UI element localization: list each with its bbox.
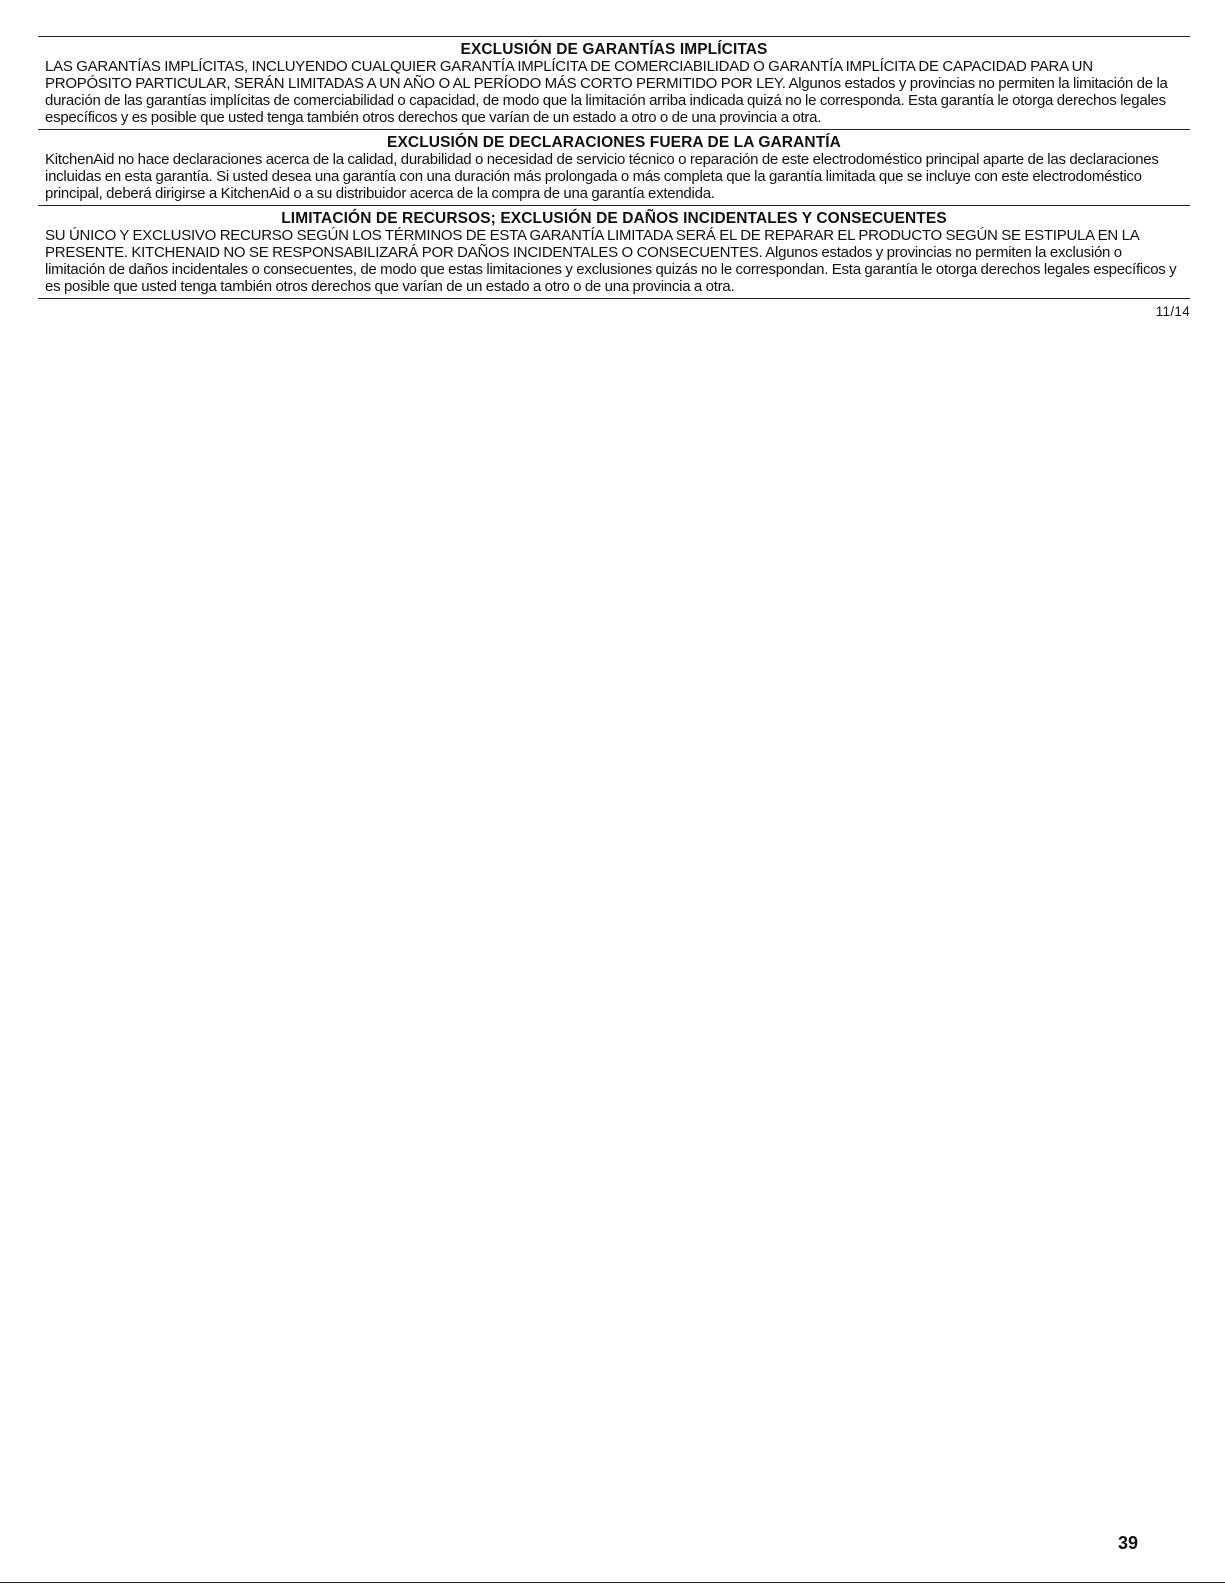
warranty-document [38, 36, 1190, 320]
section-body: KitchenAid no hace declaraciones acerca de la calidad, durabilidad o necesidad de servicio técnico o reparación de este electrodoméstico principal aparte de las declaraciones incluidas en esta garantía. Si usted desea una garantía con una duración más prolongada o más completa que la garantía limitada que se incluye con este electrodoméstico principal, deberá dirigirse a KitchenAid o a su distribuidor acerca de la compra de una garantía extendida. [45, 151, 1159, 202]
section-representations-exclusion [38, 129, 1190, 205]
section-title: EXCLUSIÓN DE DECLARACIONES FUERA DE LA GARANTÍA [387, 134, 841, 151]
section-title: EXCLUSIÓN DE GARANTÍAS IMPLÍCITAS [460, 41, 768, 58]
section-implied-warranty-exclusion [38, 36, 1190, 129]
section-body: LAS GARANTÍAS IMPLÍCITAS, INCLUYENDO CUALQUIER GARANTÍA IMPLÍCITA DE COMERCIABILIDAD O GARANTÍA IMPLÍCITA DE CAPACIDAD PARA UN PROPÓSITO PARTICULAR, SERÁN LIMITADAS A UN AÑO O AL PERÍODO MÁS CORTO PERMITIDO POR LEY. Algunos estados y provincias no permiten la limitación de la duración de las garantías implícitas de comerciabilidad o capacidad, de modo que la limitación arriba indicada quizá no le corresponda. Esta garantía le otorga derechos legales específicos y es posible que usted tenga también otros derechos que varían de un estado a otro o de una provincia a otra. [45, 58, 1168, 126]
bottom-divider [0, 1582, 1225, 1583]
date-code: 11/14 [1155, 304, 1190, 319]
page-number: 39 [1118, 1533, 1139, 1553]
section-title: LIMITACIÓN DE RECURSOS; EXCLUSIÓN DE DAÑOS INCIDENTALES Y CONSECUENTES [281, 210, 947, 227]
section-body: SU ÚNICO Y EXCLUSIVO RECURSO SEGÚN LOS TÉRMINOS DE ESTA GARANTÍA LIMITADA SERÁ EL DE REPARAR EL PRODUCTO SEGÚN SE ESTIPULA EN LA PRESENTE. KITCHENAID NO SE RESPONSABILIZARÁ POR DAÑOS INCIDENTALES O CONSECUENTES. Algunos estados y provincias no permiten la exclusión o limitación de daños incidentales o consecuentes, de modo que estas limitaciones y exclusiones quizás no le correspondan. Esta garantía le otorga derechos legales específicos y es posible que usted tenga también otros derechos que varían de un estado a otro o de una provincia a otra. [45, 227, 1177, 295]
section-remedy-limitation [38, 205, 1190, 299]
